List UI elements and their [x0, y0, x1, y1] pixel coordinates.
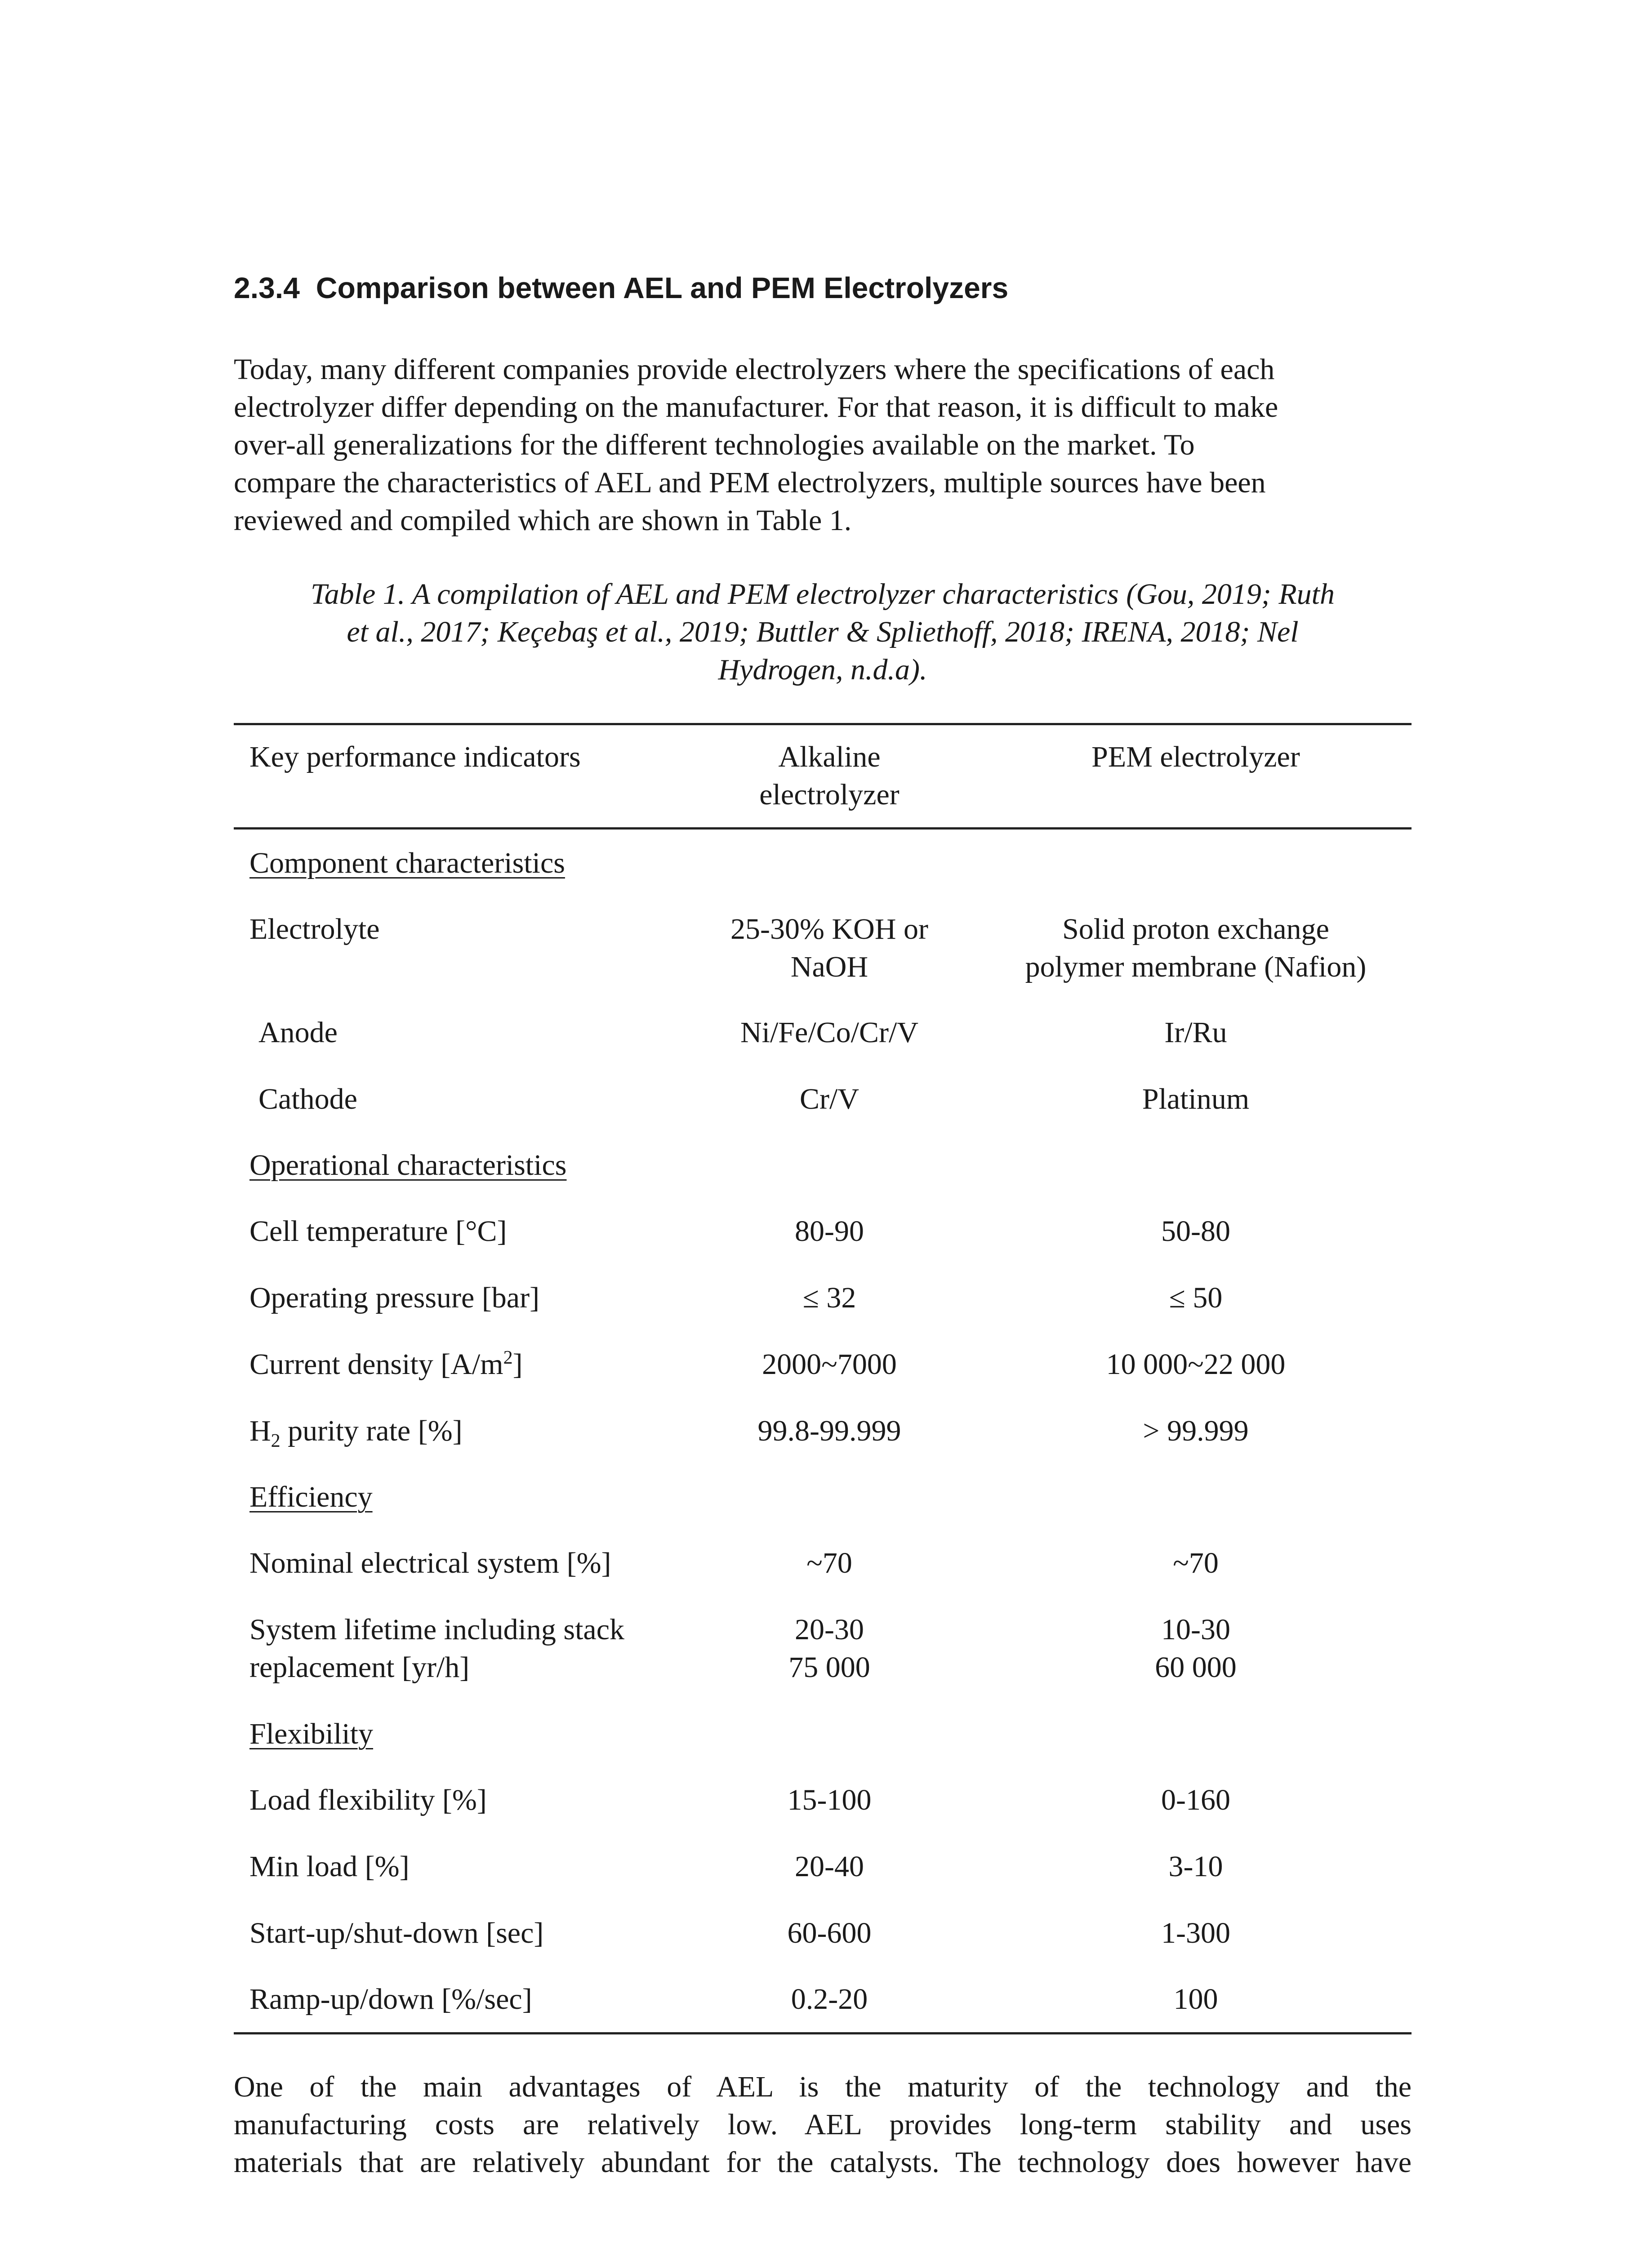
row-cell-temp-label: Cell temperature [°C] [249, 1215, 507, 1248]
row-pressure-label: Operating pressure [bar] [249, 1281, 540, 1314]
cell-line: replacement [yr/h] [249, 1651, 470, 1684]
paragraph-line: Today, many different companies provide electrolyzers where the specifications of each [234, 353, 1275, 386]
label-text: H [249, 1414, 271, 1447]
cell-line: 20-30 [795, 1613, 864, 1646]
row-anode-pem: Ir/Ru [1164, 1016, 1227, 1049]
paragraph-line: electrolyzer differ depending on the manufacturer. For that reason, it is difficult to make [234, 391, 1278, 424]
table-caption [234, 575, 1412, 689]
row-electrolyte-ael [643, 910, 1016, 986]
section-heading [234, 270, 1008, 306]
cell-line: 60 000 [1155, 1651, 1237, 1684]
row-cell-temp-ael: 80-90 [795, 1215, 864, 1248]
row-electrolyte-pem [993, 910, 1398, 986]
row-current-density-pem: 10 000~22 000 [1106, 1348, 1286, 1381]
paragraph-line: materials that are relatively abundant for the catalysts. The technology does however have [234, 2146, 1412, 2179]
section-efficiency: Efficiency [249, 1481, 373, 1513]
table-bottom-rule [234, 2032, 1412, 2034]
label-text: purity rate [%] [280, 1414, 463, 1447]
cell-line: System lifetime including stack [249, 1613, 625, 1646]
row-min-load-pem: 3-10 [1168, 1850, 1223, 1883]
cell-line: 25-30% KOH or [730, 913, 928, 946]
header-key-indicators: Key performance indicators [249, 740, 581, 773]
row-lifetime-ael [643, 1611, 1016, 1686]
paragraph-line: compare the characteristics of AEL and PEM electrolyzers, multiple sources have been [234, 466, 1266, 499]
section-component: Component characteristics [249, 847, 565, 879]
row-cell-temp-pem: 50-80 [1161, 1215, 1230, 1248]
row-min-load-label: Min load [%] [249, 1850, 410, 1883]
row-startup-ael: 60-600 [787, 1917, 872, 1949]
cell-line: Solid proton exchange [1062, 913, 1329, 946]
row-purity-pem: > 99.999 [1143, 1414, 1249, 1447]
row-pressure-pem: ≤ 50 [1169, 1281, 1223, 1314]
label-subscript: 2 [271, 1431, 281, 1452]
header-alkaline [643, 738, 1016, 814]
header-pem: PEM electrolyzer [1091, 740, 1300, 773]
row-anode-label: Anode [258, 1016, 338, 1049]
row-min-load-ael: 20-40 [795, 1850, 864, 1883]
cell-line: NaOH [790, 950, 868, 983]
caption-line: Hydrogen, n.d.a). [718, 653, 927, 686]
row-nominal-pem: ~70 [1173, 1547, 1219, 1579]
row-pressure-ael: ≤ 32 [802, 1281, 856, 1314]
header-alkaline-line: Alkaline [778, 740, 881, 773]
label-text: Current density [A/m [249, 1348, 503, 1381]
header-alkaline-line: electrolyzer [759, 778, 899, 811]
caption-line: et al., 2017; Keçebaş et al., 2019; Buttler & Spliethoff, 2018; IRENA, 2018; Nel [347, 616, 1299, 648]
cell-line: 75 000 [788, 1651, 870, 1684]
label-text: ] [512, 1348, 523, 1381]
caption-line: Table 1. A compilation of AEL and PEM electrolyzer characteristics (Gou, 2019; Ruth [310, 578, 1335, 611]
row-load-flex-ael: 15-100 [787, 1784, 872, 1816]
row-lifetime-label [249, 1611, 624, 1686]
row-cathode-label: Cathode [258, 1083, 357, 1115]
table-header-rule [234, 827, 1412, 830]
section-flexibility: Flexibility [249, 1717, 374, 1750]
row-ramp-label: Ramp-up/down [%/sec] [249, 1983, 532, 2016]
row-purity-ael: 99.8-99.999 [757, 1414, 901, 1447]
row-ramp-ael: 0.2-20 [791, 1983, 868, 2016]
section-number: 2.3.4 [234, 271, 300, 304]
row-cathode-ael: Cr/V [800, 1083, 859, 1115]
table-top-rule [234, 723, 1412, 725]
row-nominal-label: Nominal electrical system [%] [249, 1547, 611, 1579]
row-startup-label: Start-up/shut-down [sec] [249, 1917, 544, 1949]
row-cathode-pem: Platinum [1142, 1083, 1250, 1115]
cell-line: 10-30 [1161, 1613, 1230, 1646]
paragraph-line: reviewed and compiled which are shown in Table 1. [234, 504, 852, 537]
row-load-flex-label: Load flexibility [%] [249, 1784, 487, 1816]
row-nominal-ael: ~70 [806, 1547, 852, 1579]
section-operational: Operational characteristics [249, 1149, 567, 1182]
row-current-density-label [249, 1346, 523, 1383]
row-startup-pem: 1-300 [1161, 1917, 1230, 1949]
paragraph-line: over-all generalizations for the different technologies available on the market. To [234, 428, 1195, 461]
paragraph-line: One of the main advantages of AEL is the maturity of the technology and the [234, 2070, 1412, 2103]
cell-line: polymer membrane (Nafion) [1025, 950, 1367, 983]
row-load-flex-pem: 0-160 [1161, 1784, 1230, 1816]
row-anode-ael: Ni/Fe/Co/Cr/V [740, 1016, 919, 1049]
row-purity-label [249, 1412, 463, 1450]
intro-paragraph [234, 351, 1412, 540]
closing-paragraph [234, 2068, 1412, 2181]
row-current-density-ael: 2000~7000 [762, 1348, 897, 1381]
section-title: Comparison between AEL and PEM Electrolyzers [316, 271, 1009, 304]
label-superscript: 2 [503, 1347, 513, 1368]
row-electrolyte-label: Electrolyte [249, 913, 380, 946]
row-ramp-pem: 100 [1173, 1983, 1218, 2016]
row-lifetime-pem [993, 1611, 1398, 1686]
paragraph-line: manufacturing costs are relatively low. AEL provides long-term stability and uses [234, 2108, 1412, 2141]
